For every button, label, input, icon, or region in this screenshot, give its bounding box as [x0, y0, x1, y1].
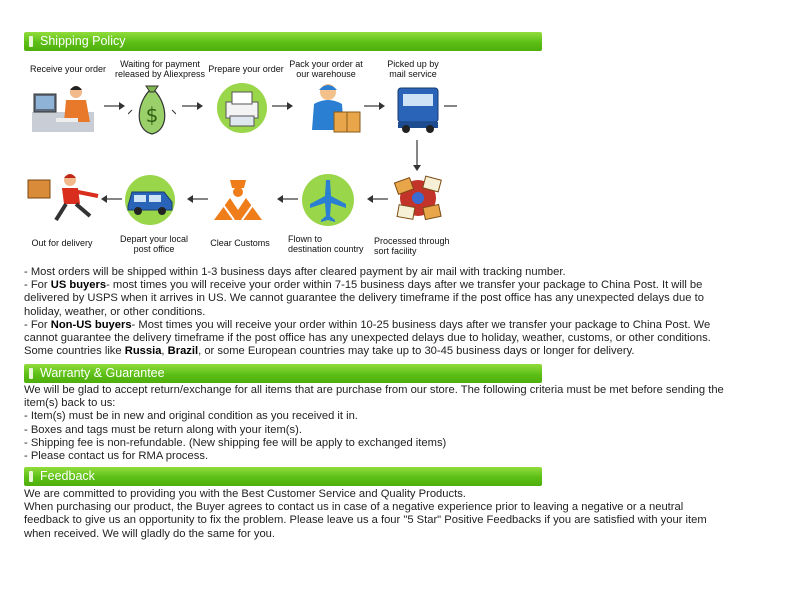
banner-marker	[29, 36, 33, 47]
money-bag-icon	[128, 80, 176, 138]
computer-desk-person-icon	[26, 82, 104, 138]
warranty-line: - Please contact us for RMA process.	[24, 450, 209, 463]
arrow-left-1	[366, 194, 388, 204]
feedback-line: We are committed to providing you with the Best Customer Service and Quality Products.	[24, 488, 466, 500]
sort-facility-icon	[390, 170, 446, 228]
arrow-right-3	[272, 101, 294, 111]
arrow-left-4	[100, 194, 122, 204]
courier-running-icon	[26, 170, 104, 226]
step-clear-customs: Clear Customs	[210, 238, 270, 248]
shipping-policy-title: Shipping Policy	[40, 34, 126, 48]
mail-van-icon	[122, 174, 178, 226]
non-us-buyers-label: Non-US buyers	[50, 318, 132, 331]
connector-line	[444, 101, 458, 111]
feedback-banner	[24, 467, 542, 486]
step-picked-up: Picked up by mail service	[387, 59, 439, 79]
warranty-line: - Item(s) must be in new and original condition as you received it in.	[24, 410, 358, 423]
us-buyers-paragraph: - For US buyers- most times you will receive your order within 7-15 business days after we transfer your package to China Post. It will be delivered by USPS when it arrives in US. We cannot guarantee the delivery timeframe if the post office has any unexpected delays due to holiday, weather, or other conditions.	[24, 279, 704, 318]
arrow-left-3	[186, 194, 208, 204]
banner-marker	[29, 471, 33, 482]
step-prepare-order: Prepare your order	[208, 64, 284, 74]
warranty-banner	[24, 364, 542, 383]
arrow-right-2	[182, 101, 204, 111]
russia-label: Russia	[124, 345, 162, 358]
warranty-title: Warranty & Guarantee	[40, 366, 165, 380]
warehouse-worker-box-icon	[304, 80, 364, 138]
feedback-text	[24, 488, 724, 541]
arrow-right-4	[364, 101, 386, 111]
step-pack-order: Pack your order at our warehouse	[289, 59, 363, 79]
svg-text:$: $	[145, 103, 159, 127]
warranty-line: We will be glad to accept return/exchange for all items that are purchase from our store. The following criteria must be met before sending the item(s) back to us:	[24, 384, 724, 410]
delivery-truck-icon	[394, 82, 442, 136]
feedback-line: When purchasing our product, the Buyer agrees to contact us in case of a negative experience prior to leaving a negative or a neutral feedback to give us an opportunity to fix the problem. Please leave us a four "5 Star" Positive Feedbacks if you are satisfied with your item when received. We will gladly do the same for you.	[24, 501, 707, 540]
non-us-buyers-paragraph: - For Non-US buyers- Most times you will receive your order within 10-25 business days after we transfer your package to China Post. We cannot guarantee the delivery timeframe if the post office has any unexpected delays due to holiday, weather, customs, or other conditions. Some countries like Russia, Brazil, or some European countries may take up to 30-45 business days or longer for delivery.	[24, 318, 711, 358]
arrow-down	[412, 140, 422, 172]
arrow-left-2	[276, 194, 298, 204]
brazil-label: Brazil	[167, 345, 199, 358]
feedback-title: Feedback	[40, 469, 95, 483]
step-depart-post-office: Depart your local post office	[119, 234, 189, 254]
warranty-line: - Shipping fee is non-refundable. (New shipping fee will be apply to exchanged items)	[24, 436, 447, 449]
warranty-text	[24, 384, 724, 463]
airplane-icon	[300, 172, 356, 228]
shipping-policy-banner	[24, 32, 542, 51]
us-buyers-label: US buyers	[50, 279, 107, 292]
shipping-text	[24, 266, 724, 358]
step-out-for-delivery: Out for delivery	[31, 238, 93, 248]
step-processed-sort: Processed through sort facility	[374, 236, 450, 256]
step-flown-destination: Flown to destination country	[288, 234, 364, 254]
step-receive-order: Receive your order	[29, 64, 107, 74]
step-waiting-payment: Waiting for payment released by Aliexpress	[114, 59, 206, 79]
printer-icon	[214, 82, 270, 134]
warranty-line: - Boxes and tags must be return along with your item(s).	[24, 423, 302, 436]
customs-officer-icon	[210, 176, 266, 226]
shipping-line-1: - Most orders will be shipped within 1-3 business days after cleared payment by air mail with tracking number.	[24, 266, 566, 278]
banner-marker	[29, 368, 33, 379]
arrow-right-1	[104, 101, 126, 111]
